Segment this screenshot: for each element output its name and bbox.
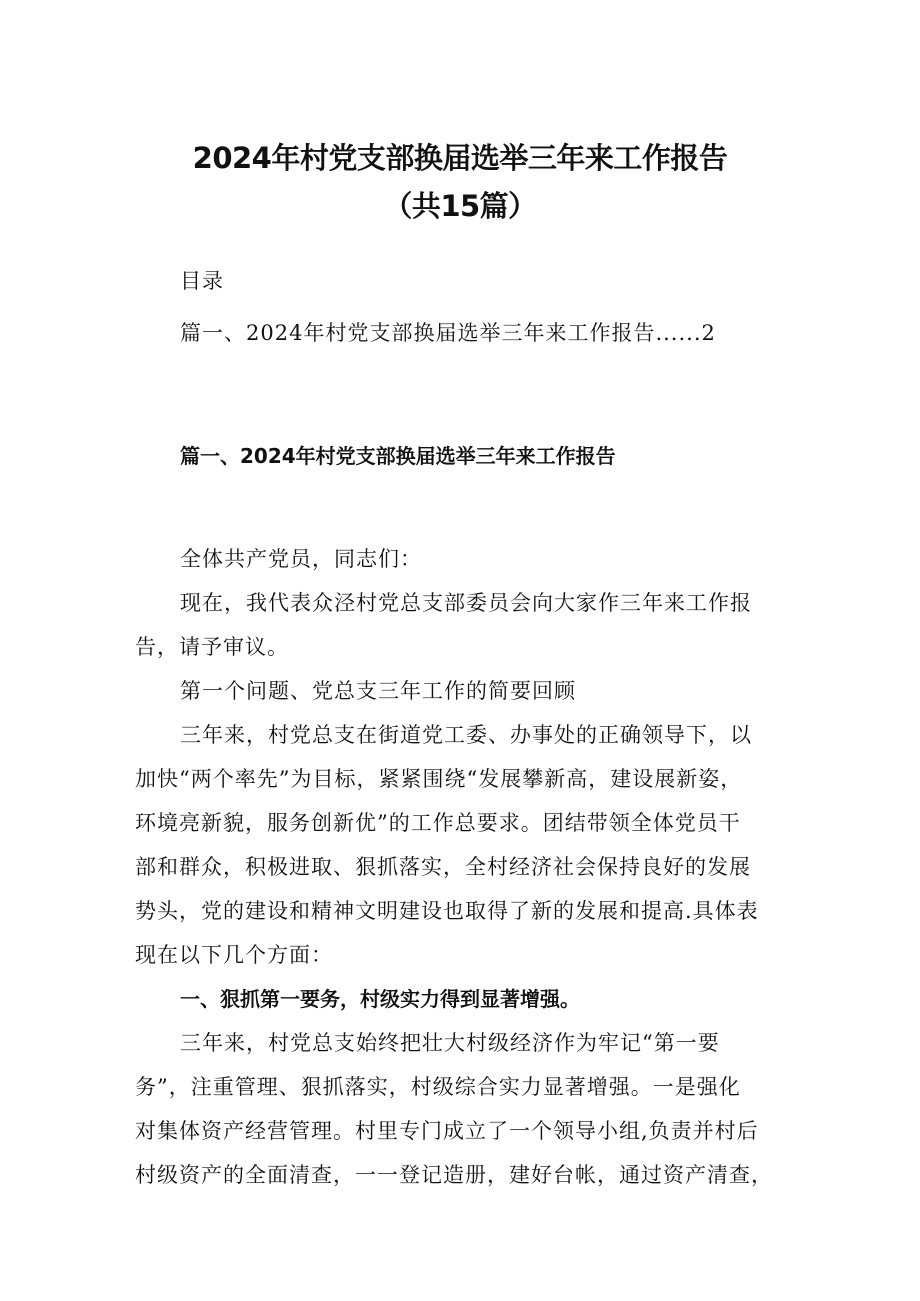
paragraph-line: 势头，党的建设和精神文明建设也取得了新的发展和提高.具体表 [135, 899, 759, 923]
paragraph-line: 部和群众，积极进取、狠抓落实，全村经济社会保持良好的发展 [135, 855, 751, 879]
toc-heading: 目录 [180, 269, 224, 293]
section-title: 篇一、2024年村党支部换届选举三年来工作报告 [180, 444, 616, 468]
paragraph-line: 三年来，村党总支在街道党工委、办事处的正确领导下，以 [180, 723, 752, 747]
paragraph-line: 现在，我代表众泾村党总支部委员会向大家作三年来工作报 [180, 591, 752, 615]
paragraph-line: 三年来，村党总支始终把壮大村级经济作为牢记“第一要 [180, 1031, 720, 1055]
bold-subheading: 一、狠抓第一要务，村级实力得到显著增强。 [180, 987, 580, 1011]
paragraph-line: 加快“两个率先”为目标，紧紧围绕“发展攀新高，建设展新姿， [135, 767, 743, 791]
paragraph-line: 务”，注重管理、狠抓落实，村级综合实力显著增强。一是强化 [135, 1075, 741, 1099]
document-title-count: （共15篇） [383, 189, 537, 223]
document-title: 2024年村党支部换届选举三年来工作报告 [192, 141, 728, 175]
paragraph-line: 环境亮新貌，服务创新优”的工作总要求。团结带领全体党员干 [135, 811, 741, 835]
paragraph-line: 村级资产的全面清查，一一登记造册，建好台帐，通过资产清查， [135, 1163, 773, 1187]
subheading: 第一个问题、党总支三年工作的简要回顾 [180, 679, 576, 703]
paragraph-line: 告，请予审议。 [135, 635, 289, 659]
greeting: 全体共产党员，同志们： [180, 547, 422, 571]
paragraph-line: 对集体资产经营管理。村里专门成立了一个领导小组,负责并村后 [135, 1119, 759, 1143]
toc-item[interactable]: 篇一、2024年村党支部换届选举三年来工作报告......2 [180, 321, 716, 345]
paragraph-line: 现在以下几个方面： [135, 943, 333, 967]
